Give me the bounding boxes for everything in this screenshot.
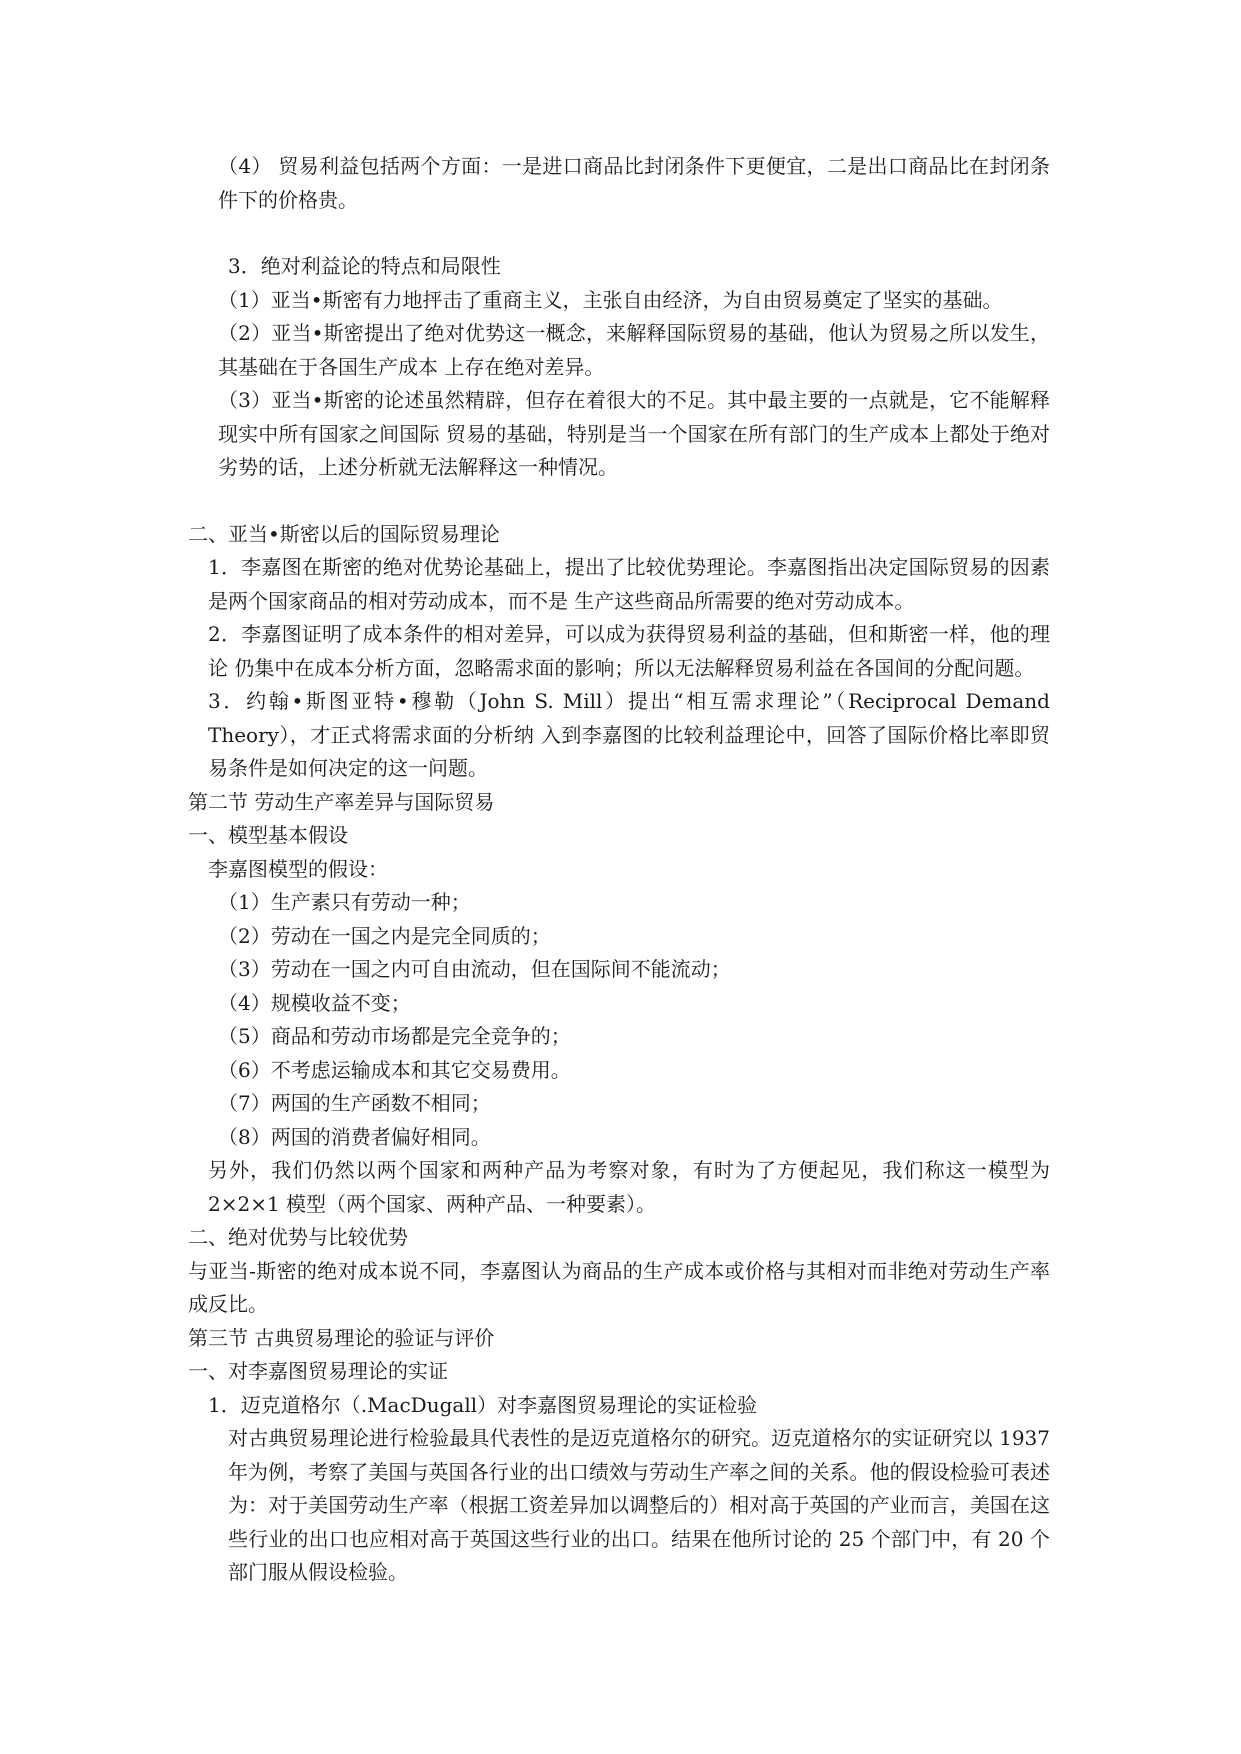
paragraph-macdougall-study: 对古典贸易理论进行检验最具代表性的是迈克道格尔的研究。迈克道格尔的实证研究以 1937 年为例，考察了美国与英国各行业的出口绩效与劳动生产率之间的关系。他的假设检验可表述为：对于美国劳动生产率（根据工资差异加以调整后的）相对高于英国的产业而言，美国在这些行业的出口也应相对高于英国这些行业的出口。结果在他所讨论的 25 个部门中，有 20 个部门服从假设检验。 xyxy=(228,1426,1050,1584)
section-heading-chapter-2: 第二节 劳动生产率差异与国际贸易 xyxy=(188,789,495,814)
paragraph-ricardo-vs-smith: 与亚当-斯密的绝对成本说不同，李嘉图认为商品的生产成本或价格与其相对而非绝对劳动生产率成反比。 xyxy=(188,1258,1050,1316)
paragraph-model-2x2x1: 另外，我们仍然以两个国家和两种产品为考察对象，有时为了方便起见，我们称这一模型为 2×2×1 模型（两个国家、两种产品、一种要素）。 xyxy=(208,1158,1050,1216)
section-heading-absolute-comparative: 二、绝对优势与比较优势 xyxy=(188,1225,408,1249)
paragraph-ricardo-assumptions-intro: 李嘉图模型的假设： xyxy=(208,856,388,881)
list-item-assumption: （7）两国的生产函数不相同； xyxy=(218,1091,491,1115)
document-body xyxy=(188,150,1050,1590)
heading-macdougall-test: 1．迈克道格尔（.MacDugall）对李嘉图贸易理论的实证检验 xyxy=(208,1392,758,1417)
paragraph-trade-benefits: （4） 贸易利益包括两个方面：一是进口商品比封闭条件下更便宜，二是出口商品比在封闭条件下的价格贵。 xyxy=(218,154,1050,212)
list-item-assumption: （1）生产素只有劳动一种； xyxy=(218,890,471,914)
paragraph-ricardo-point-2: 2．李嘉图证明了成本条件的相对差异，可以成为获得贸易利益的基础，但和斯密一样，他的理论 仍集中在成本分析方面，忽略需求面的影响；所以无法解释贸易利益在各国间的分配问题。 xyxy=(208,622,1050,680)
paragraph-smith-point-3: （3）亚当•斯密的论述虽然精辟，但存在着很大的不足。其中最主要的一点就是，它不能解释现实中所有国家之间国际 贸易的基础，特别是当一个国家在所有部门的生产成本上都处于绝对劣势的话，上述分析就无法解释这一种情况。 xyxy=(218,388,1050,479)
paragraph-ricardo-point-1: 1．李嘉图在斯密的绝对优势论基础上，提出了比较优势理论。李嘉图指出决定国际贸易的因素是两个国家商品的相对劳动成本，而不是 生产这些商品所需要的绝对劳动成本。 xyxy=(208,555,1050,613)
list-item-assumption: （2）劳动在一国之内是完全同质的； xyxy=(218,923,551,948)
heading-absolute-advantage-features: 3．绝对利益论的特点和局限性 xyxy=(228,254,501,278)
paragraph-smith-point-2: （2）亚当•斯密提出了绝对优势这一概念，来解释国际贸易的基础，他认为贸易之所以发生，其基础在于各国生产成本 上存在绝对差异。 xyxy=(218,321,1050,379)
section-heading-post-smith: 二、亚当•斯密以后的国际贸易理论 xyxy=(188,521,500,546)
section-heading-model-assumptions: 一、模型基本假设 xyxy=(188,823,348,847)
section-heading-ricardo-empirics: 一、对李嘉图贸易理论的实证 xyxy=(188,1359,448,1383)
list-item-assumption: （5）商品和劳动市场都是完全竞争的； xyxy=(218,1024,571,1048)
list-item-assumption: （4）规模收益不变； xyxy=(218,990,411,1015)
list-item-assumption: （3）劳动在一国之内可自由流动，但在国际间不能流动； xyxy=(218,957,731,981)
paragraph-spacer xyxy=(188,217,1050,250)
paragraph-smith-point-1: （1）亚当•斯密有力地抨击了重商主义，主张自由经济，为自由贸易奠定了坚实的基础。 xyxy=(218,287,1003,312)
paragraph-mill-point-3: 3．约翰•斯图亚特•穆勒（John S. Mill）提出“相互需求理论”（Reciprocal Demand Theory），才正式将需求面的分析纳 入到李嘉图的比较利益理论中，回答了国际价格比率即贸易条件是如何决定的这一问题。 xyxy=(208,689,1050,780)
list-item-assumption: （6）不考虑运输成本和其它交易费用。 xyxy=(218,1057,571,1082)
list-item-assumption: （8）两国的消费者偏好相同。 xyxy=(218,1124,491,1149)
section-heading-chapter-3: 第三节 古典贸易理论的验证与评价 xyxy=(188,1325,495,1350)
paragraph-spacer xyxy=(188,485,1050,518)
